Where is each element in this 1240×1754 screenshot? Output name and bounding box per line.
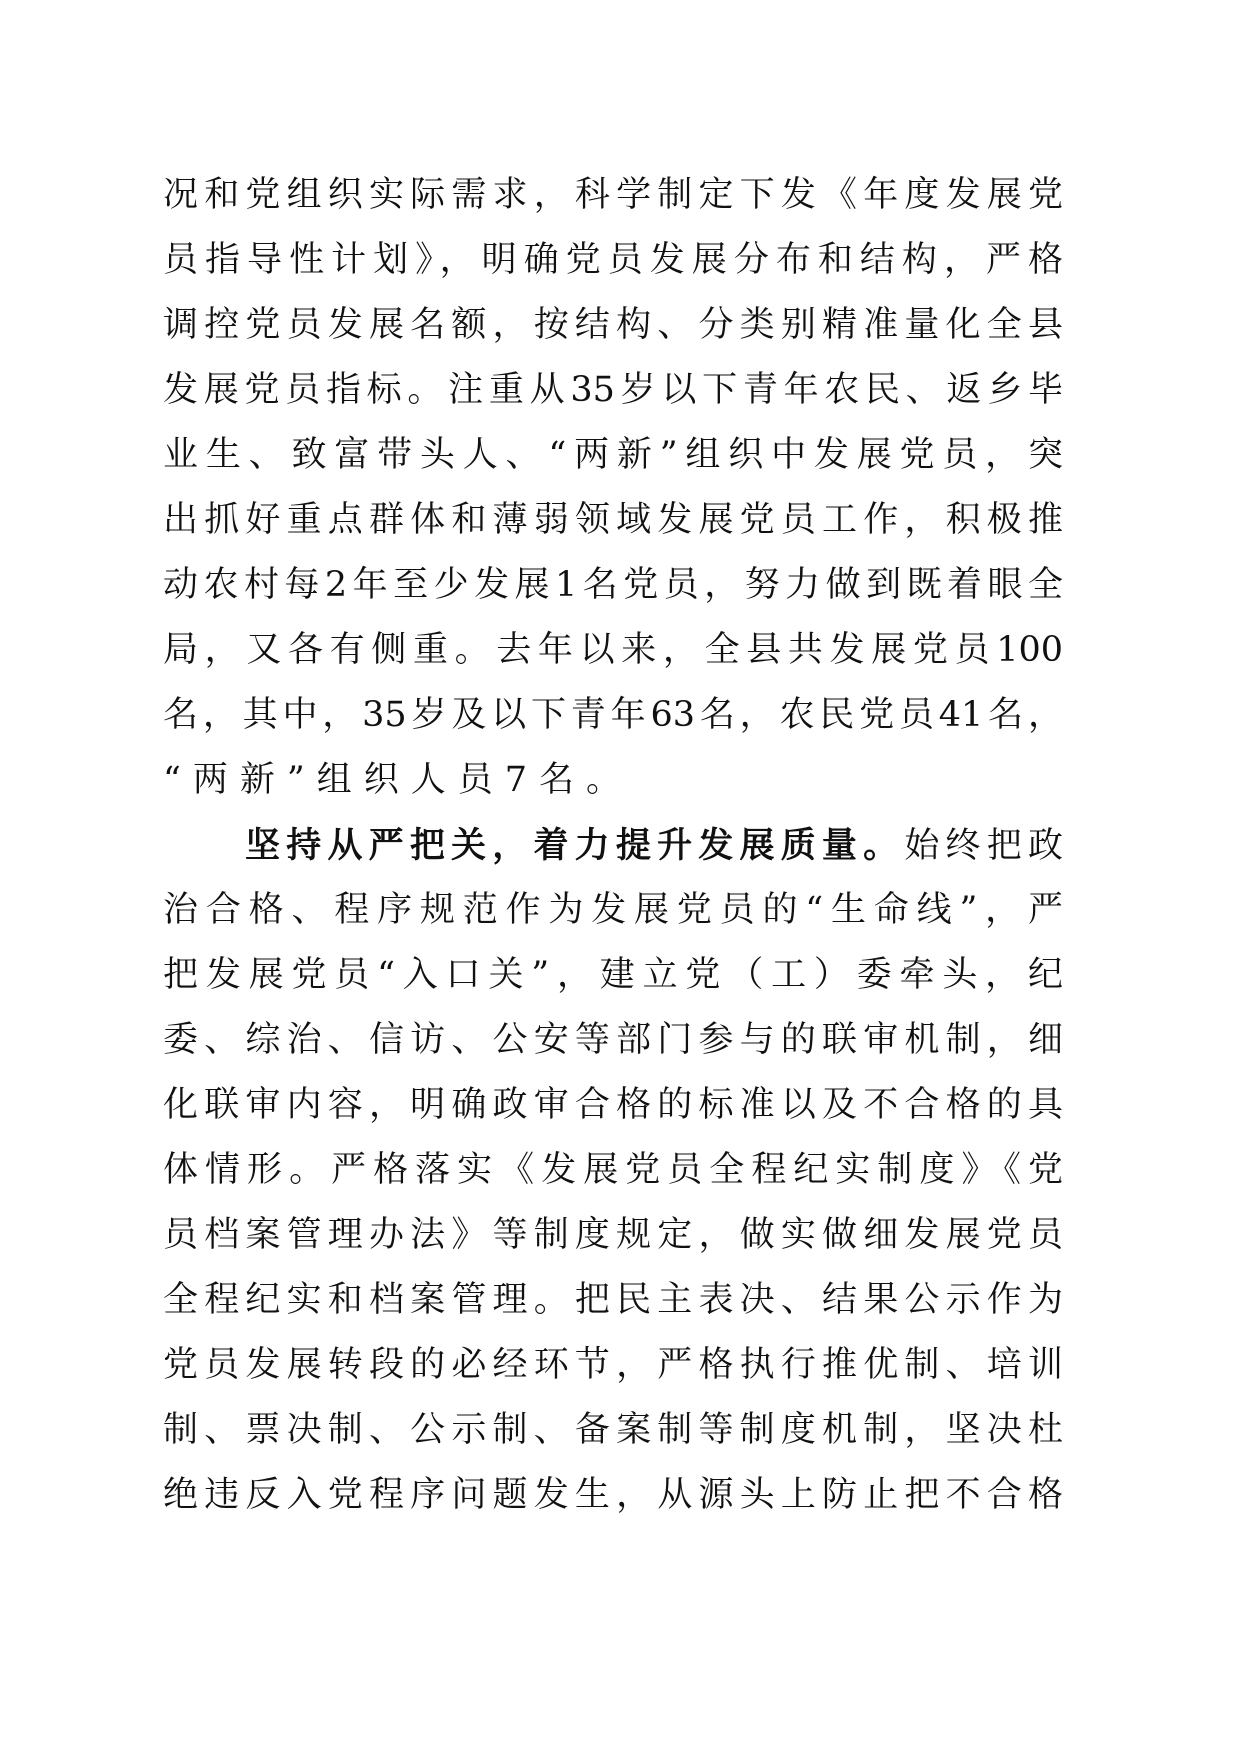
text-line: 出抓好重点群体和薄弱领域发展党员工作，积极推 [163, 500, 1063, 540]
text-line: 化联审内容，明确政审合格的标准以及不合格的具 [163, 1085, 1063, 1125]
text-line: 党员发展转段的必经环节，严格执行推优制、培训 [163, 1345, 1063, 1385]
text-line: 治合格、程序规范作为发展党员的“生命线”，严 [163, 890, 1063, 930]
body-text [163, 163, 1063, 1528]
paragraph-heading: 坚持从严把关，着力提升发展质量。 [245, 825, 905, 866]
text-line: 体情形。严格落实《发展党员全程纪实制度》《党 [163, 1150, 1063, 1190]
text-line: 委、综治、信访、公安等部门参与的联审机制，细 [163, 1020, 1063, 1060]
text-line: “两新”组织人员7名。 [163, 760, 634, 800]
text-line: 调控党员发展名额，按结构、分类别精准量化全县 [163, 305, 1063, 345]
paragraph-first-line [163, 813, 1063, 878]
text-line: 业生、致富带头人、“两新”组织中发展党员，突 [163, 435, 1063, 475]
text-line: 发展党员指标。注重从35岁以下青年农民、返乡毕 [163, 370, 1063, 410]
text-line: 员档案管理办法》等制度规定，做实做细发展党员 [163, 1215, 1063, 1255]
text-line: 制、票决制、公示制、备案制等制度机制，坚决杜 [163, 1410, 1063, 1450]
paragraph-2 [163, 813, 1063, 1528]
heading-continuation: 始终把政 [904, 826, 1063, 866]
text-line: 况和党组织实际需求，科学制定下发《年度发展党 [163, 175, 1063, 215]
text-line: 局，又各有侧重。去年以来，全县共发展党员100 [163, 630, 1063, 670]
text-line: 把发展党员“入口关”，建立党（工）委牵头，纪 [163, 955, 1063, 995]
paragraph-1 [163, 163, 1063, 813]
text-line: 全程纪实和档案管理。把民主表决、结果公示作为 [163, 1280, 1063, 1320]
text-line: 员指导性计划》，明确党员发展分布和结构，严格 [163, 240, 1063, 280]
text-line: 绝违反入党程序问题发生，从源头上防止把不合格 [163, 1475, 1063, 1515]
text-line: 名，其中，35岁及以下青年63名，农民党员41名， [163, 695, 1063, 735]
text-line: 动农村每2年至少发展1名党员，努力做到既着眼全 [163, 565, 1063, 605]
